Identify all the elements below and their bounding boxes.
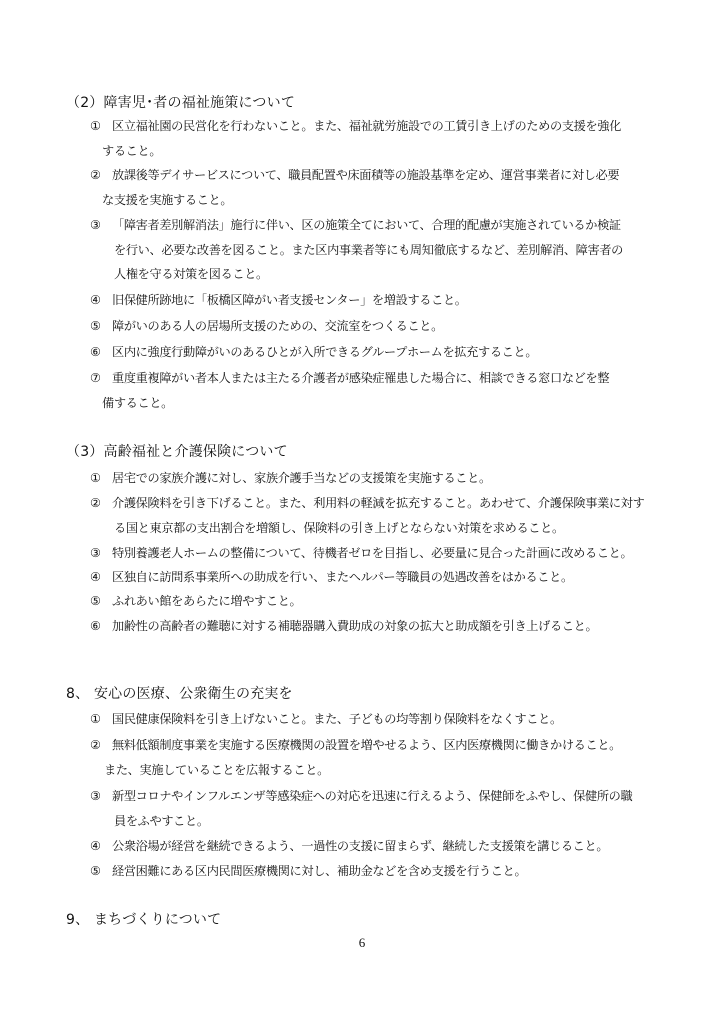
list-item: [90, 834, 670, 859]
item-text: 特別養護老人ホームの整備について、待機者ゼロを目指し、必要量に見合った計画に改めること。: [112, 546, 633, 560]
list-item: [90, 784, 670, 833]
item-text-continued: 備すること。: [102, 395, 174, 410]
list-item: [90, 733, 670, 782]
item-number: ⑥: [90, 619, 101, 633]
page-number: 6: [358, 935, 366, 950]
item-number: ⑤: [90, 864, 101, 878]
item-text: ふれあい館をあらたに増やすこと。: [112, 594, 302, 608]
item-text: 加齢性の高齢者の難聴に対する補聴器購入費助成の対象の拡大と助成額を引き上げること。: [112, 619, 598, 633]
list-item: [90, 340, 670, 365]
item-text-continued: すること。: [102, 143, 162, 158]
item-number: ⑥: [90, 345, 101, 359]
item-text-continued: また、実施していることを広報すること。: [104, 762, 329, 777]
item-text: 新型コロナやインフルエンザ等感染症への対応を迅速に行えるよう、保健師をふやし、保健所の職: [112, 789, 633, 803]
item-text-continued: を行い、必要な改善を図ること。また区内事業者等にも周知徹底するなど、差別解消、障害者の: [114, 242, 624, 257]
list-item: [90, 707, 670, 732]
item-number: ①: [90, 471, 101, 485]
item-number: ①: [90, 119, 101, 133]
item-text: 区立福祉園の民営化を行わないこと。また、福祉就労施設での工賃引き上げのための支援を強化: [112, 119, 622, 133]
item-text: 「障害者差別解消法」施行に伴い、区の施策全てにおいて、合理的配慮が実施されているか検証: [112, 218, 621, 232]
item-number: ⑦: [90, 371, 101, 385]
item-number: ⑤: [90, 319, 101, 333]
item-number: ④: [90, 839, 101, 853]
list-item: [90, 466, 670, 491]
item-text-continued: 人権を守る対策を図ること。: [114, 267, 268, 281]
item-text-continued: な支援を実施すること。: [102, 192, 233, 207]
item-text: 国民健康保険料を引き上げないこと。また、子どもの均等割り保険料をなくすこと。: [112, 712, 562, 726]
item-text: 介護保険料を引き下げること。また、利用料の軽減を拡充すること。あわせて、介護保険事業に対す: [112, 496, 645, 510]
item-text: 放課後等デイサービスについて、職員配置や床面積等の施設基準を定め、運営事業者に対し必要: [112, 168, 620, 182]
list-item: [90, 565, 670, 590]
list-item: [90, 541, 670, 566]
item-number: ③: [90, 789, 101, 803]
section-heading-disability-welfare: （2）障害児･者の福祉施策について: [66, 95, 296, 111]
item-text: 経営困難にある区内民間医療機関に対し、補助金などを含め支援を行うこと。: [112, 864, 527, 878]
list-item: [90, 589, 670, 614]
item-number: ⑤: [90, 594, 101, 608]
item-number: ①: [90, 712, 101, 726]
item-number: ④: [90, 570, 101, 584]
list-item: [90, 614, 670, 639]
item-text: 区独自に訪問系事業所への助成を行い、またヘルパー等職員の処遇改善をはかること。: [112, 570, 573, 584]
item-number: ②: [90, 168, 101, 182]
item-text: 居宅での家族介護に対し、家族介護手当などの支援策を実施すること。: [112, 471, 491, 485]
list-item: [90, 114, 670, 163]
list-item: [90, 163, 670, 212]
item-number: ④: [90, 293, 101, 307]
item-text: 障がいのある人の居場所支援のための、交流室をつくること。: [112, 319, 443, 333]
list-item: [90, 859, 670, 884]
list-item: [90, 288, 670, 313]
list-item: [90, 314, 670, 339]
list-item: [90, 366, 670, 415]
item-text: 公衆浴場が経営を継続できるよう、一過性の支援に留まらず、継続した支援策を講じること。: [112, 839, 609, 853]
item-number: ③: [90, 546, 101, 560]
item-text: 旧保健所跡地に「板橋区障がい者支援センター」を増設すること。: [112, 293, 467, 307]
item-number: ②: [90, 496, 101, 510]
item-number: ②: [90, 738, 101, 752]
section-heading-elderly-care: （3）高齢福祉と介護保険について: [66, 444, 288, 460]
item-number: ③: [90, 218, 101, 232]
section-heading-town-planning: 9、 まちづくりについて: [66, 912, 222, 928]
section-heading-medical: 8、 安心の医療、公衆衛生の充実を: [66, 686, 293, 702]
item-text-continued: る国と東京都の支出割合を増額し、保険料の引き上げとならない対策を求めること。: [114, 520, 564, 535]
item-text: 重度重複障がい者本人または主たる介護者が感染症罹患した場合に、相談できる窓口などを整: [112, 371, 610, 385]
list-item: [90, 213, 670, 287]
item-text: 無料低額制度事業を実施する医療機関の設置を増やせるよう、区内医療機関に働きかけること。: [112, 738, 622, 752]
item-text: 区内に強度行動障がいのあるひとが入所できるグループホームを拡充すること。: [112, 345, 538, 359]
list-item: [90, 491, 670, 540]
item-text-continued: 員をふやすこと。: [114, 813, 209, 828]
